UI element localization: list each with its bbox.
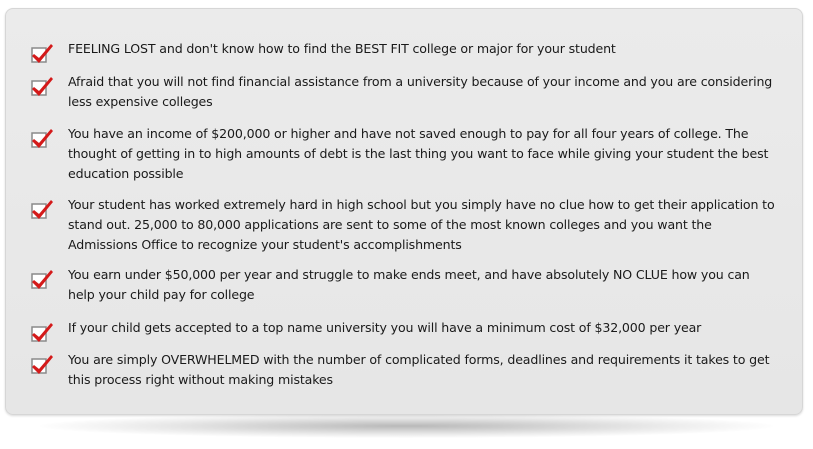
checklist-item-text: Your student has worked extremely hard in high school but you simply have no clue how to get their application to stand out. 25,000 to 80,000 applications are sent to some of the most known colleges and you want the Admissions Office to recognize your student's accomplishments xyxy=(68,197,775,252)
red-checkmark-icon xyxy=(30,127,54,149)
checklist-item-text: FEELING LOST and don't know how to find the BEST FIT college or major for your student xyxy=(68,41,616,56)
red-checkmark-icon xyxy=(30,198,54,220)
checklist-item-text: You have an income of $200,000 or higher and have not saved enough to pay for all four years of college. The thought of getting in to high amounts of debt is the last thing you want to face while giving your student the best education possible xyxy=(68,126,769,181)
checklist-item-text: If your child gets accepted to a top name university you will have a minimum cost of $32,000 per year xyxy=(68,320,702,335)
red-checkmark-icon xyxy=(30,353,54,375)
checklist-panel xyxy=(5,8,803,415)
panel-drop-shadow xyxy=(40,414,773,438)
red-checkmark-icon xyxy=(30,268,54,290)
checklist-item-text: You earn under $50,000 per year and struggle to make ends meet, and have absolutely NO CLUE how you can help your child pay for college xyxy=(68,267,750,302)
checklist-item-text: Afraid that you will not find financial assistance from a university because of your income and you are considering less expensive colleges xyxy=(68,74,773,109)
red-checkmark-icon xyxy=(30,75,54,97)
red-checkmark-icon xyxy=(30,321,54,343)
checklist-item-text: You are simply OVERWHELMED with the number of complicated forms, deadlines and requirements it takes to get this process right without making mistakes xyxy=(68,352,770,387)
red-checkmark-icon xyxy=(30,42,54,64)
